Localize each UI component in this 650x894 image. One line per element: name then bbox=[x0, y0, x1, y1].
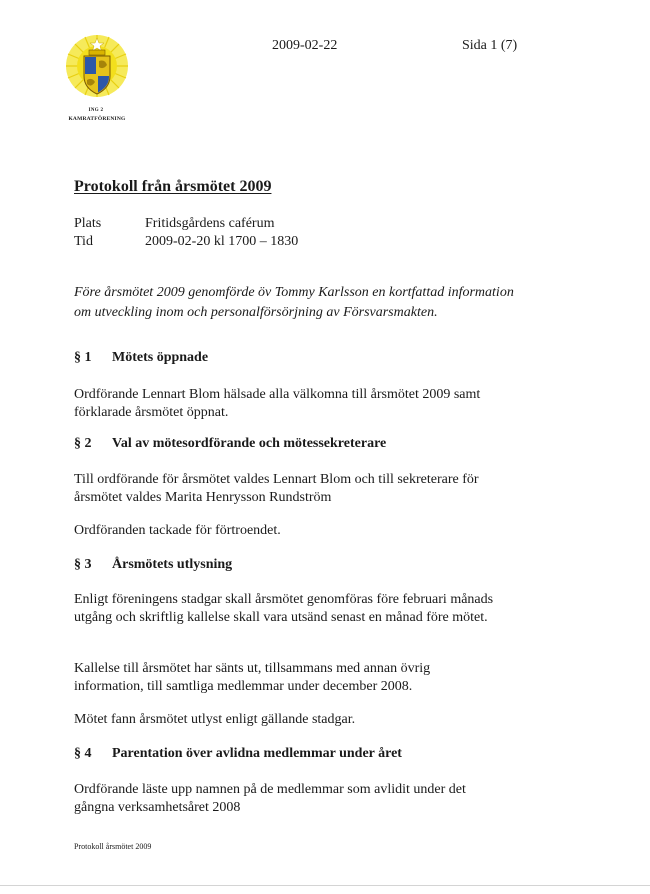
document-date: 2009-02-22 bbox=[272, 38, 338, 53]
bottom-divider bbox=[0, 885, 650, 886]
section-2-paragraph-2: Ordföranden tackade för förtroendet. bbox=[74, 523, 281, 538]
section-3-number: § 3 bbox=[74, 557, 92, 572]
section-2-title: Val av mötesordförande och mötessekreterare bbox=[112, 436, 387, 451]
place-value: Fritidsgårdens caférum bbox=[145, 216, 275, 231]
section-3-paragraph-2: Kallelse till årsmötet har sänts ut, tillsammans med annan övrig information, till samtliga medlemmar under december 2008. bbox=[74, 661, 431, 694]
logo-emblem bbox=[62, 30, 132, 110]
section-1-title: Mötets öppnade bbox=[112, 350, 209, 365]
place-label: Plats bbox=[74, 216, 102, 231]
org-line-1: ING 2 bbox=[88, 108, 104, 113]
section-3-paragraph-3: Mötet fann årsmötet utlyst enligt gällande stadgar. bbox=[74, 712, 356, 727]
org-name: KAMRATFÖRENING bbox=[68, 116, 126, 122]
section-4-paragraph-1: Ordförande läste upp namnen på de medlemmar som avlidit under det gångna verksamhetsåret 2008 bbox=[74, 782, 466, 815]
time-value: 2009-02-20 kl 1700 – 1830 bbox=[145, 234, 299, 249]
section-1-paragraph-1: Ordförande Lennart Blom hälsade alla välkomna till årsmötet 2009 samt förklarade årsmötet öppnat. bbox=[74, 387, 481, 420]
section-4-title: Parentation över avlidna medlemmar under året bbox=[112, 746, 402, 761]
page-number: Sida 1 (7) bbox=[462, 38, 518, 53]
section-3-title: Årsmötets utlysning bbox=[112, 557, 233, 572]
section-2-number: § 2 bbox=[74, 436, 92, 451]
intro-paragraph: Före årsmötet 2009 genomförde öv Tommy Karlsson en kortfattad information om utveckling inom och personalförsörjning av Försvarsmakten. bbox=[74, 285, 514, 320]
section-2-paragraph-1: Till ordförande för årsmötet valdes Lennart Blom och till sekreterare för årsmötet valdes Marita Henrysson Rundström bbox=[74, 472, 479, 505]
section-1-number: § 1 bbox=[74, 350, 92, 365]
crown-icon bbox=[89, 50, 105, 55]
document-title: Protokoll från årsmötet 2009 bbox=[74, 178, 272, 195]
time-label: Tid bbox=[74, 234, 93, 249]
section-3-paragraph-1: Enligt föreningens stadgar skall årsmötet genomföras före februari månads utgång och skriftlig kallelse skall vara utsänd senast en månad före mötet. bbox=[74, 592, 494, 625]
page-footer: Protokoll årsmötet 2009 bbox=[74, 842, 152, 851]
section-4-number: § 4 bbox=[74, 746, 92, 761]
